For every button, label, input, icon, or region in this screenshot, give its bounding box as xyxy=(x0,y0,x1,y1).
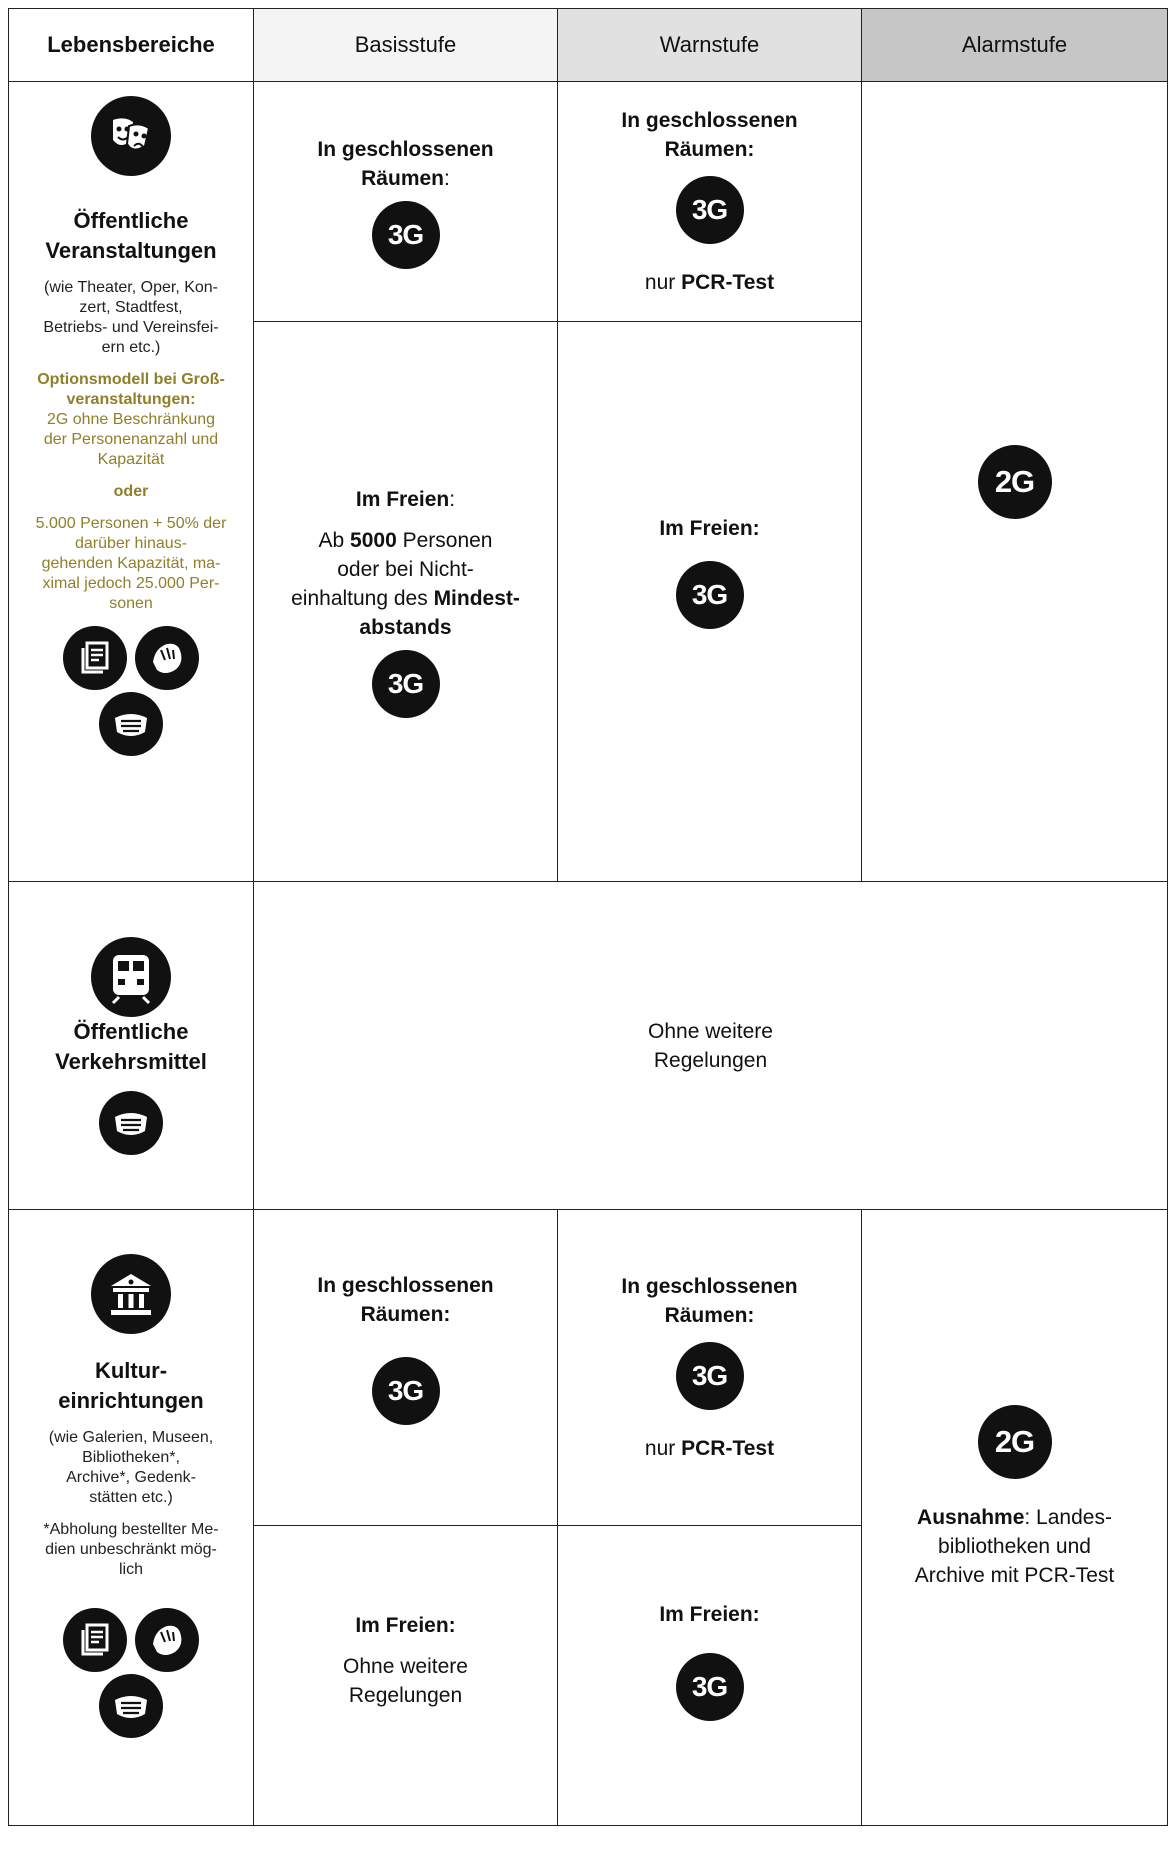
category-kultur xyxy=(9,1210,254,1826)
ausnahme-label: Ausnahme xyxy=(917,1506,1025,1529)
nur-label: nur xyxy=(644,271,682,294)
colon: : xyxy=(449,488,456,511)
option-text: sonen xyxy=(109,595,153,612)
text: bibliotheken und xyxy=(938,1535,1091,1558)
rules-table xyxy=(8,8,1168,1826)
warn-kultur-indoor xyxy=(558,1210,862,1526)
desc-line: Bibliotheken*, xyxy=(82,1449,180,1466)
option-text: 2G ohne Beschränkung xyxy=(46,411,216,428)
row-kultur-indoor xyxy=(9,1210,1168,1526)
option-text: gehenden Kapazität, ma- xyxy=(41,555,221,572)
warn-veranstaltungen-indoor xyxy=(558,82,862,322)
option-oder: oder xyxy=(113,483,149,500)
warn-veranstaltungen-outdoor xyxy=(558,322,862,882)
outdoor-label: Im Freien: xyxy=(659,1603,760,1626)
rule-text: Regelungen xyxy=(348,1684,463,1707)
basis-veranstaltungen-outdoor xyxy=(254,322,558,882)
documents-icon xyxy=(63,626,127,690)
badge-3g: 3G xyxy=(676,1653,744,1721)
note-line: dien unbeschränkt mög- xyxy=(45,1541,217,1558)
indoor-label: In geschlossenen xyxy=(621,1275,798,1298)
train-icon xyxy=(91,937,171,1017)
badge-3g: 3G xyxy=(676,176,744,244)
kultur-title-2: einrichtungen xyxy=(58,1388,204,1413)
veranstaltungen-title-1: Öffentliche xyxy=(73,208,189,233)
badge-3g: 3G xyxy=(372,1357,440,1425)
face-mask-icon xyxy=(99,692,163,756)
theater-masks-icon xyxy=(91,96,171,176)
outdoor-label: Im Freien xyxy=(355,488,450,511)
option-title: Optionsmodell bei Groß- xyxy=(37,371,225,388)
badge-3g: 3G xyxy=(372,650,440,718)
verkehrsmittel-title-1: Öffentliche xyxy=(73,1018,189,1044)
desc-line: ern etc.) xyxy=(101,339,161,356)
header-row xyxy=(9,9,1168,82)
outdoor-label: Im Freien: xyxy=(659,517,760,540)
verkehrsmittel-title-2: Verkehrsmittel xyxy=(55,1048,207,1074)
desc-line: Archive*, Gedenk- xyxy=(66,1469,196,1486)
face-mask-icon xyxy=(99,1091,163,1155)
category-veranstaltungen xyxy=(9,82,254,882)
desc-line: zert, Stadtfest, xyxy=(79,299,183,316)
header-basisstufe: Basisstufe xyxy=(254,9,558,82)
header-lebensbereiche: Lebensbereiche xyxy=(9,9,254,82)
option-text: ximal jedoch 25.000 Per- xyxy=(42,575,220,592)
pcr-test-label: PCR-Test xyxy=(681,271,775,294)
desc-line: (wie Theater, Oper, Kon- xyxy=(43,279,218,296)
face-mask-icon xyxy=(99,1674,163,1738)
desc-line: Betriebs- und Vereinsfei- xyxy=(43,319,219,336)
veranstaltungen-title-2: Veranstaltungen xyxy=(45,238,217,263)
text: Mindest- xyxy=(433,587,520,610)
text: einhaltung des xyxy=(291,587,434,610)
text: Ab xyxy=(318,529,351,552)
rule-text: Regelungen xyxy=(653,1048,768,1072)
documents-icon xyxy=(63,1608,127,1672)
rule-text: Ohne weitere xyxy=(343,1655,468,1678)
option-title: veranstaltungen: xyxy=(66,391,196,408)
header-alarmstufe: Alarmstufe xyxy=(862,9,1168,82)
pcr-test-label: PCR-Test xyxy=(681,1437,775,1460)
indoor-label: Räumen: xyxy=(360,1302,451,1326)
hand-hygiene-icon xyxy=(135,1608,199,1672)
indoor-label: In geschlossenen xyxy=(317,1273,494,1297)
badge-3g: 3G xyxy=(676,1342,744,1410)
alarm-veranstaltungen xyxy=(862,82,1168,882)
indoor-label: Räumen xyxy=(361,166,444,190)
note-line: lich xyxy=(118,1561,143,1578)
text: Archive mit PCR-Test xyxy=(914,1564,1115,1587)
nur-label: nur xyxy=(644,1437,682,1460)
warn-kultur-outdoor xyxy=(558,1526,862,1826)
badge-3g: 3G xyxy=(372,201,440,269)
desc-line: (wie Galerien, Museen, xyxy=(48,1429,214,1446)
basis-kultur-outdoor xyxy=(254,1526,558,1826)
verkehrsmittel-rule xyxy=(254,882,1168,1210)
option-text: 5.000 Personen + 50% der xyxy=(35,515,227,532)
row-veranstaltungen-indoor xyxy=(9,82,1168,322)
row-verkehrsmittel xyxy=(9,882,1168,1210)
category-verkehrsmittel xyxy=(9,882,254,1210)
text: : Landes- xyxy=(1024,1506,1112,1529)
hand-hygiene-icon xyxy=(135,626,199,690)
desc-line: stätten etc.) xyxy=(89,1489,173,1506)
rule-text: Ohne weitere xyxy=(648,1019,773,1043)
indoor-label: Räumen: xyxy=(664,1304,755,1327)
basis-veranstaltungen-indoor xyxy=(254,82,558,322)
header-warnstufe: Warnstufe xyxy=(558,9,862,82)
indoor-label: In geschlossenen xyxy=(317,137,494,161)
museum-building-icon xyxy=(91,1254,171,1334)
text: Personen xyxy=(396,529,493,552)
badge-3g: 3G xyxy=(676,561,744,629)
option-text: Kapazität xyxy=(97,451,165,468)
text: abstands xyxy=(359,616,452,639)
option-text: der Personenanzahl und xyxy=(43,431,219,448)
indoor-label: In geschlossenen xyxy=(621,109,798,132)
alarm-kultur xyxy=(862,1210,1168,1826)
text: oder bei Nicht- xyxy=(337,558,474,581)
option-text: darüber hinaus- xyxy=(74,535,188,552)
badge-2g: 2G xyxy=(978,1405,1052,1479)
note-line: *Abholung bestellter Me- xyxy=(43,1521,219,1538)
colon: : xyxy=(444,166,450,190)
indoor-label: Räumen: xyxy=(664,138,755,161)
kultur-title-1: Kultur- xyxy=(94,1358,168,1383)
basis-kultur-indoor xyxy=(254,1210,558,1526)
persons-number: 5000 xyxy=(350,529,397,552)
outdoor-label: Im Freien: xyxy=(355,1614,456,1637)
badge-2g: 2G xyxy=(978,445,1052,519)
